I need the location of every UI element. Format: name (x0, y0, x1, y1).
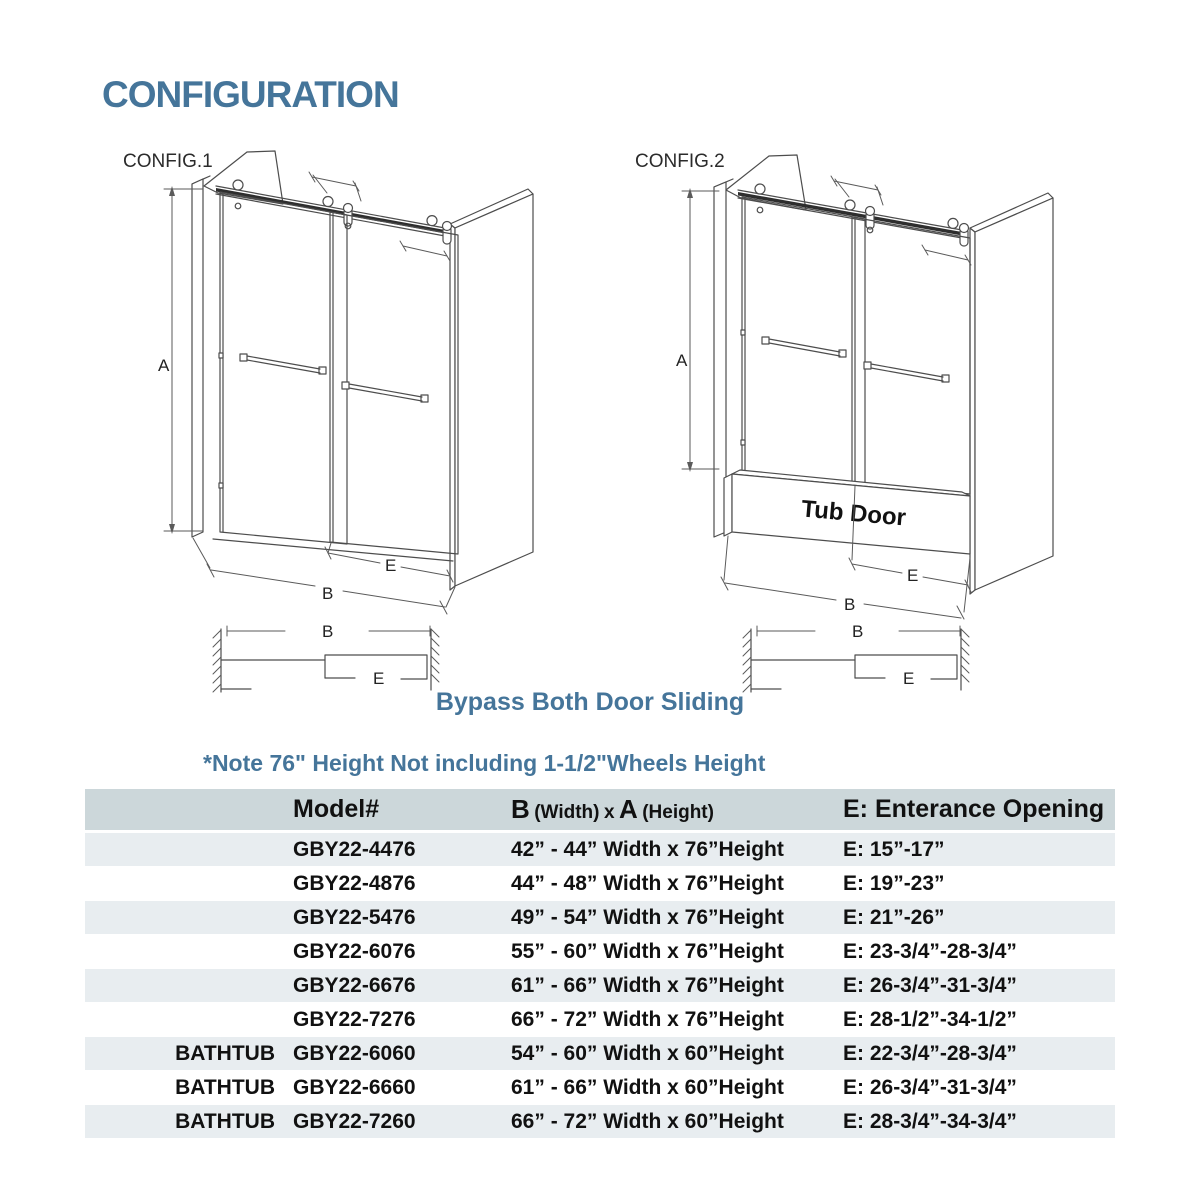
config1-label: CONFIG.1 (123, 151, 213, 172)
plan1-dimension-b (227, 622, 430, 641)
spec-table (85, 789, 1115, 1139)
plan2-dimension-b (757, 622, 960, 641)
towel-bar (864, 362, 949, 382)
height-note: *Note 76" Height Not including 1-1/2"Wheels Height (203, 750, 766, 776)
config2-diagram (610, 140, 1090, 620)
table-row: GBY22-7276 66” - 72” Width x 76”Height E: 28-1/2”-34-1/2” (85, 1003, 1115, 1037)
bypass-caption: Bypass Both Door Sliding (435, 688, 745, 716)
right-wall (975, 198, 1053, 590)
header-entrance: E: Enterance Opening (843, 795, 1105, 823)
config2-tub (724, 470, 970, 554)
svg-text:E: E (907, 566, 919, 585)
svg-text:B: B (852, 622, 864, 641)
table-row: GBY22-6076 55” - 60” Width x 76”Height E: 23-3/4”-28-3/4” (85, 935, 1115, 969)
right-wall-inner (450, 224, 455, 590)
table-header-row (85, 789, 1115, 830)
towel-bar (240, 354, 326, 374)
page-title: CONFIGURATION (102, 74, 399, 115)
svg-text:B: B (322, 584, 334, 603)
table-row: GBY22-4476 42” - 44” Width x 76”Height E: 15”-17” (85, 833, 1115, 867)
table-row: GBY22-4876 44” - 48” Width x 76”Height E: 19”-23” (85, 867, 1115, 901)
right-wall (455, 194, 533, 586)
table-row: BATHTUB GBY22-6060 54” - 60” Width x 60”Height E: 22-3/4”-28-3/4” (85, 1037, 1115, 1071)
header-size: B (Width) x A (Height) (511, 794, 714, 824)
svg-text:B: B (844, 595, 856, 614)
svg-text:E: E (385, 556, 397, 575)
glass-panel-left (220, 192, 347, 544)
roller-icon (233, 180, 243, 190)
glass-panel-right (852, 217, 970, 494)
config1-dimension-e (325, 543, 453, 582)
config1-diagram (100, 140, 580, 620)
towel-bar (762, 337, 846, 357)
roller-icon (323, 197, 333, 207)
config2-glass-panels (741, 197, 970, 494)
roller-icon (948, 218, 958, 228)
table-row: BATHTUB GBY22-7260 66” - 72” Width x 60”Height E: 28-3/4”-34-3/4” (85, 1105, 1115, 1139)
screw-icon (235, 203, 241, 209)
table-row: GBY22-5476 49” - 54” Width x 76”Height E: 21”-26” (85, 901, 1115, 935)
glass-panel-left (742, 197, 865, 483)
hook-bracket-icon (866, 207, 875, 230)
roller-icon (845, 200, 855, 210)
config2-dimension-a (676, 188, 719, 472)
tub-door-label: Tub Door (800, 495, 908, 532)
towel-bar (342, 382, 428, 402)
right-wall-inner (970, 228, 975, 594)
plan2-doors (751, 655, 957, 688)
svg-text:E: E (373, 669, 385, 688)
svg-text:A: A (158, 356, 170, 375)
tub-side (724, 474, 732, 536)
table-row: BATHTUB GBY22-6660 61” - 66” Width x 60”Height E: 26-3/4”-31-3/4” (85, 1071, 1115, 1105)
left-wall (192, 179, 203, 537)
svg-text:A: A (676, 351, 688, 370)
roller-icon (755, 184, 765, 194)
config1-glass-panels (213, 192, 458, 561)
svg-text:E: E (903, 669, 915, 688)
screw-icon (757, 207, 763, 213)
header-model: Model# (293, 795, 380, 823)
plan1-doors (221, 655, 427, 688)
roller-icon (427, 216, 437, 226)
table-row: GBY22-6676 61” - 66” Width x 76”Height E: 26-3/4”-31-3/4” (85, 969, 1115, 1003)
svg-text:B: B (322, 622, 334, 641)
hook-bracket-icon (960, 224, 969, 247)
config2-label: CONFIG.2 (635, 151, 725, 172)
